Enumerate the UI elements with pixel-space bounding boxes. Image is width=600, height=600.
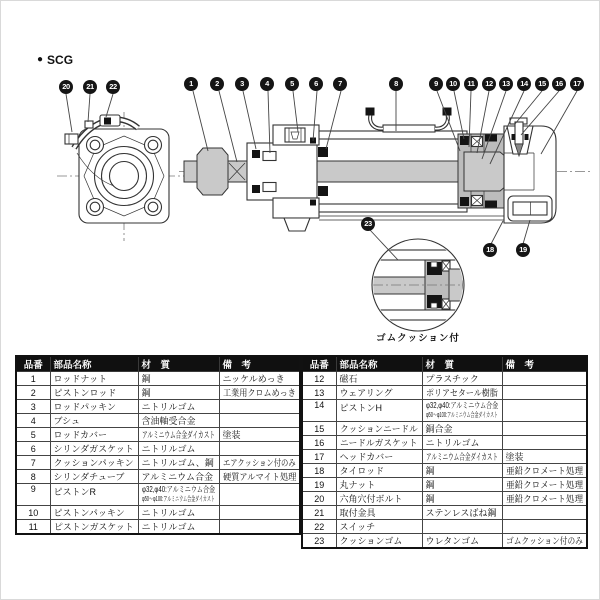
parts-cell-mat: 鋼 [422, 464, 502, 478]
callout-23: 23 [361, 217, 375, 231]
parts-table-header [16, 356, 300, 372]
callout-7: 7 [333, 77, 347, 91]
callout-8: 8 [389, 77, 403, 91]
parts-cell-mat: ニトリルゴム [138, 400, 219, 414]
header-remarks: 備 考 [502, 356, 587, 372]
parts-cell-rem [219, 414, 300, 428]
parts-cell-no: 5 [16, 428, 50, 442]
callout-15: 15 [535, 77, 549, 91]
parts-cell-name: ロッドナット [50, 372, 138, 386]
magnet [485, 135, 497, 142]
callout-10: 10 [446, 77, 460, 91]
parts-cell-name: ブシュ [50, 414, 138, 428]
rod-nut [197, 148, 228, 195]
side-view [184, 108, 556, 232]
series-code: SCG [47, 53, 74, 67]
parts-cell-rem: 亜鉛クロメート処理 [502, 492, 587, 506]
parts-cell-name: クッションゴム [336, 534, 422, 549]
parts-cell-no: 16 [302, 436, 336, 450]
parts-cell-mat: アルミニウム合金 [138, 470, 219, 484]
parts-cell-no: 7 [16, 456, 50, 470]
front-view [65, 115, 169, 223]
header-part-no: 品番 [302, 356, 336, 372]
cylinder-cross-section-drawing [1, 1, 600, 349]
parts-cell-mat: 鋼 [138, 372, 219, 386]
parts-cell-no: 1 [16, 372, 50, 386]
parts-table-row [16, 400, 300, 414]
callout-18: 18 [483, 243, 497, 257]
parts-cell-mat: ウレタンゴム [422, 534, 502, 549]
parts-cell-no: 9 [16, 484, 50, 506]
parts-cell-mat: 鋼 [422, 492, 502, 506]
parts-cell-name: ウェアリング [336, 386, 422, 400]
parts-cell-rem: エアクッション付のみ [219, 456, 300, 470]
parts-cell-no: 22 [302, 520, 336, 534]
parts-table-row [16, 442, 300, 456]
parts-table-row [16, 414, 300, 428]
callout-21: 21 [83, 80, 97, 94]
parts-cell-no: 14 [302, 400, 336, 422]
header-material: 材 質 [138, 356, 219, 372]
clamp-screw [85, 121, 93, 128]
needle-gasket [512, 134, 516, 140]
callout-1: 1 [184, 77, 198, 91]
parts-cell-no: 6 [16, 442, 50, 456]
parts-cell-rem [502, 372, 587, 386]
callout-11: 11 [464, 77, 478, 91]
parts-table-row [16, 506, 300, 520]
head-cover [504, 118, 556, 223]
callout-4: 4 [260, 77, 274, 91]
rod-cover [247, 125, 328, 231]
parts-cell-mat: φ32,φ40:アルミニウム合金 φ50～φ100:アルミニウム合金ダイカスト [138, 484, 219, 506]
parts-table-row [16, 470, 300, 484]
callout-3: 3 [235, 77, 249, 91]
parts-cell-no: 17 [302, 450, 336, 464]
parts-cell-no: 19 [302, 478, 336, 492]
parts-cell-no: 20 [302, 492, 336, 506]
detail-caption: ゴムクッション付 [376, 333, 460, 344]
parts-table-row [302, 386, 587, 400]
bullet-icon: ● [37, 54, 44, 65]
callout-20: 20 [59, 80, 73, 94]
parts-cell-rem [219, 520, 300, 535]
parts-cell-name: ヘッドカバー [336, 450, 422, 464]
parts-cell-name: ピストンH [336, 400, 422, 422]
switch-body [100, 115, 120, 126]
parts-cell-rem: 塗装 [502, 450, 587, 464]
parts-cell-name: ニードルガスケット [336, 436, 422, 450]
parts-cell-no: 15 [302, 422, 336, 436]
parts-cell-name: ロッドカバー [50, 428, 138, 442]
parts-table-row [302, 478, 587, 492]
parts-table-row [302, 400, 587, 422]
parts-cell-mat: ポリアセタール樹脂 [422, 386, 502, 400]
parts-cell-mat [422, 520, 502, 534]
header-remarks: 備 考 [219, 356, 300, 372]
parts-cell-no: 18 [302, 464, 336, 478]
parts-table-row [302, 520, 587, 534]
parts-cell-name: 取付金具 [336, 506, 422, 520]
parts-cell-name: 丸ナット [336, 478, 422, 492]
parts-table-row [16, 520, 300, 535]
callout-13: 13 [499, 77, 513, 91]
header-material: 材 質 [422, 356, 502, 372]
callout-6: 6 [309, 77, 323, 91]
parts-table-row [16, 456, 300, 470]
parts-cell-mat: φ32,φ40:アルミニウム合金 φ50～φ100:アルミニウム合金ダイカスト [422, 400, 502, 422]
parts-cell-name: 六角穴付ボルト [336, 492, 422, 506]
parts-cell-rem [502, 436, 587, 450]
parts-cell-rem: 亜鉛クロメート処理 [502, 478, 587, 492]
parts-cell-rem: 硬質アルマイト処理 [219, 470, 300, 484]
parts-cell-name: タイロッド [336, 464, 422, 478]
parts-cell-rem: 工業用クロムめっき [219, 386, 300, 400]
parts-cell-no: 3 [16, 400, 50, 414]
parts-cell-rem [502, 520, 587, 534]
parts-cell-name: シリンダチューブ [50, 470, 138, 484]
parts-cell-mat: 鋼 [422, 478, 502, 492]
parts-cell-rem: 亜鉛クロメート処理 [502, 464, 587, 478]
header-part-name: 部品名称 [50, 356, 138, 372]
parts-cell-no: 23 [302, 534, 336, 549]
parts-table-row [16, 386, 300, 400]
parts-cell-name: クッションパッキン [50, 456, 138, 470]
parts-cell-mat: ニトリルゴム [422, 436, 502, 450]
parts-cell-mat: ニトリルゴム [138, 442, 219, 456]
detail-view-rubber-cushion [371, 239, 479, 331]
parts-table-row [302, 534, 587, 549]
parts-cell-no: 11 [16, 520, 50, 535]
parts-cell-name: ピストンロッド [50, 386, 138, 400]
parts-table-row [302, 422, 587, 436]
parts-table-row [302, 450, 587, 464]
cylinder-tube-bottom [317, 204, 467, 212]
header-part-name: 部品名称 [336, 356, 422, 372]
callout-12: 12 [482, 77, 496, 91]
parts-cell-rem [219, 442, 300, 456]
parts-table-left [15, 355, 301, 535]
bush [263, 152, 276, 161]
parts-cell-no: 4 [16, 414, 50, 428]
parts-cell-rem [502, 422, 587, 436]
parts-table-row [16, 372, 300, 386]
parts-cell-rem [502, 506, 587, 520]
parts-cell-mat: ステンレスばね鋼 [422, 506, 502, 520]
parts-cell-no: 2 [16, 386, 50, 400]
parts-table-row [16, 428, 300, 442]
parts-cell-mat: 含油軸受合金 [138, 414, 219, 428]
parts-cell-rem [219, 506, 300, 520]
parts-table-right [301, 355, 588, 549]
parts-cell-mat: プラスチック [422, 372, 502, 386]
parts-cell-mat: ニトリルゴム、鋼 [138, 456, 219, 470]
parts-cell-rem: ゴムクッション付のみ [502, 534, 587, 549]
callout-5: 5 [285, 77, 299, 91]
parts-cell-mat: アルミニウム合金ダイカスト [422, 450, 502, 464]
callout-2: 2 [210, 77, 224, 91]
parts-table-row [302, 464, 587, 478]
callout-19: 19 [516, 243, 530, 257]
rod-packing-seal [252, 150, 260, 158]
parts-cell-rem [219, 400, 300, 414]
parts-cell-rem [502, 386, 587, 400]
parts-cell-name: クッションニードル [336, 422, 422, 436]
switch-on-tube [366, 108, 452, 133]
hex-socket-bolt [65, 134, 78, 144]
parts-cell-mat: アルミニウム合金ダイカスト [138, 428, 219, 442]
piston-packing-seal [460, 136, 469, 145]
parts-cell-rem: ニッケルめっき [219, 372, 300, 386]
parts-table-row [302, 436, 587, 450]
parts-cell-rem [502, 400, 587, 422]
parts-cell-no: 12 [302, 372, 336, 386]
parts-table-row [302, 492, 587, 506]
parts-table-row [16, 484, 300, 506]
parts-cell-name: ピストンガスケット [50, 520, 138, 535]
parts-table-row [302, 372, 587, 386]
parts-cell-mat: 鋼 [138, 386, 219, 400]
parts-cell-name: 磁石 [336, 372, 422, 386]
callout-22: 22 [106, 80, 120, 94]
parts-cell-no: 10 [16, 506, 50, 520]
parts-cell-rem: 塗装 [219, 428, 300, 442]
parts-cell-mat: ニトリルゴム [138, 506, 219, 520]
parts-cell-name: ロッドパッキン [50, 400, 138, 414]
parts-table-row [302, 506, 587, 520]
callout-17: 17 [570, 77, 584, 91]
callout-14: 14 [517, 77, 531, 91]
parts-cell-name: ピストンR [50, 484, 138, 506]
parts-cell-no: 8 [16, 470, 50, 484]
parts-cell-name: ピストンパッキン [50, 506, 138, 520]
parts-cell-mat: ニトリルゴム [138, 520, 219, 535]
parts-cell-name: スイッチ [336, 520, 422, 534]
parts-cell-no: 13 [302, 386, 336, 400]
parts-cell-rem [219, 484, 300, 506]
parts-table-header [302, 356, 587, 372]
callout-16: 16 [552, 77, 566, 91]
header-part-no: 品番 [16, 356, 50, 372]
callout-9: 9 [429, 77, 443, 91]
parts-cell-no: 21 [302, 506, 336, 520]
parts-cell-name: シリンダガスケット [50, 442, 138, 456]
parts-cell-mat: 銅合金 [422, 422, 502, 436]
